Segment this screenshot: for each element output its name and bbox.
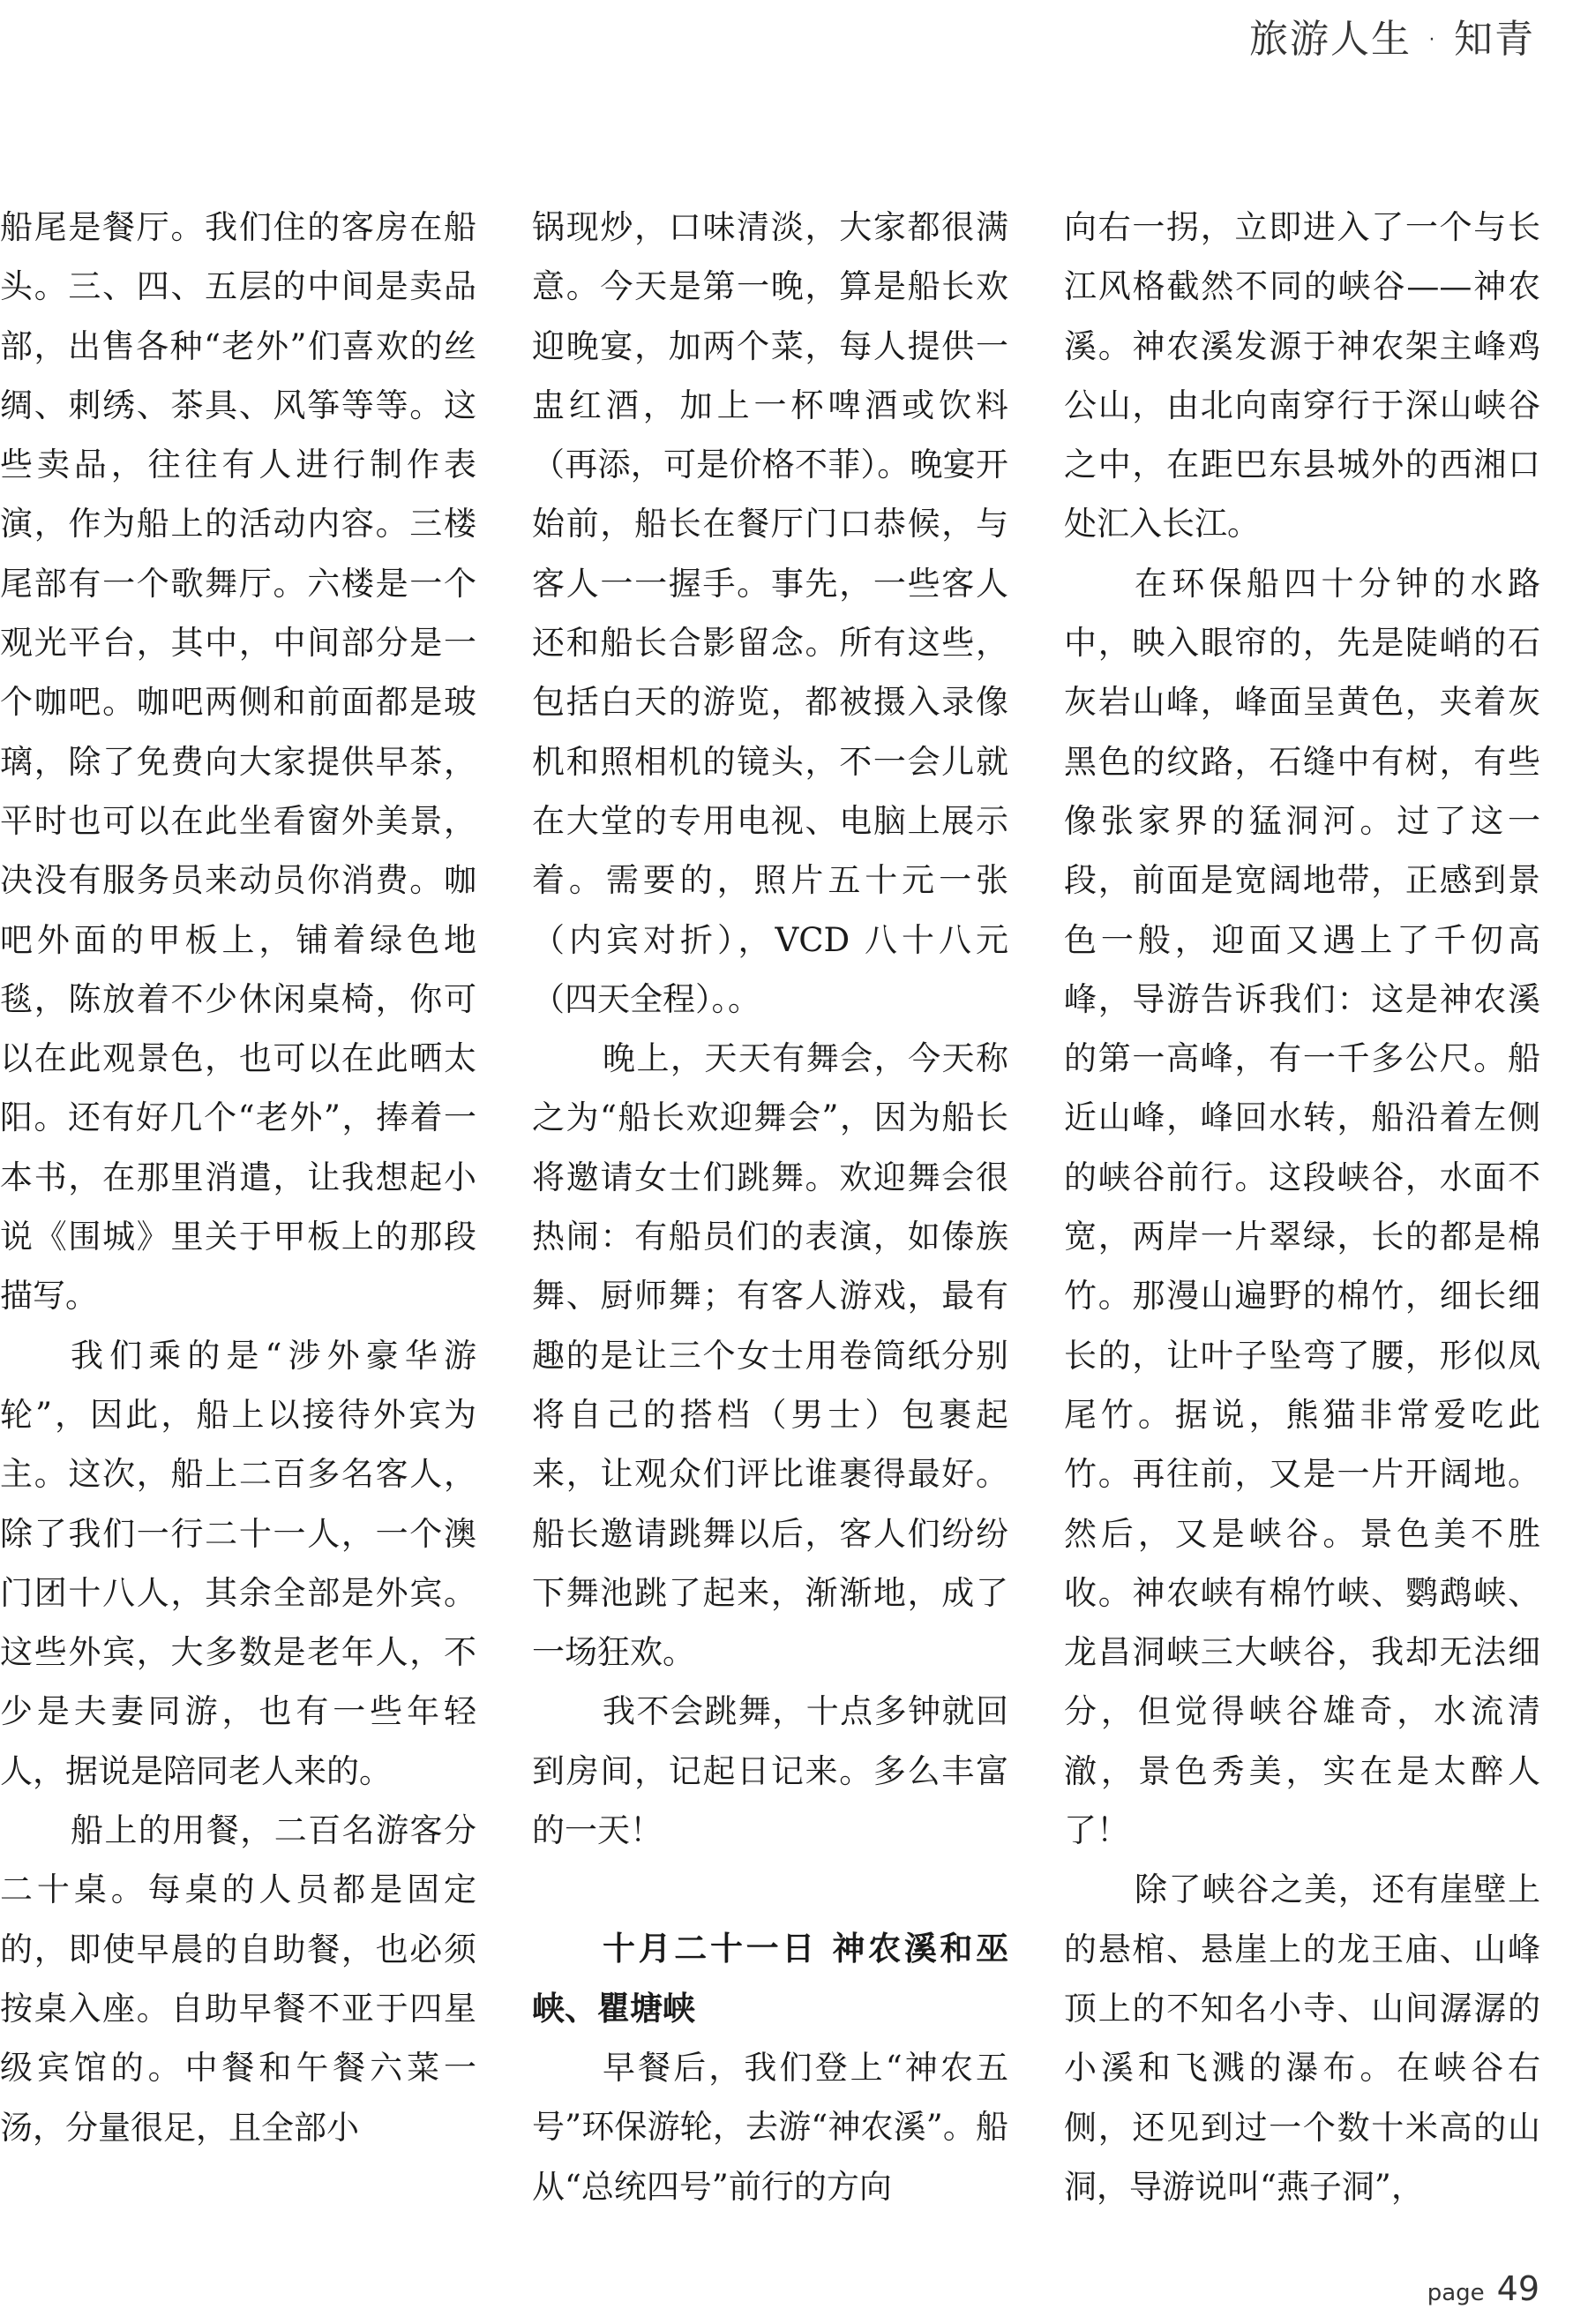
paragraph: 我不会跳舞，十点多钟就回到房间，记起日记来。多么丰富的一天！	[532, 1692, 1008, 1850]
page-label: page	[1427, 2280, 1485, 2306]
paragraph: 锅现炒，口味清淡，大家都很满意。今天是第一晚，算是船长欢迎晚宴，加两个菜，每人提供一盅红酒，加上一杯啤酒或饮料（再添，可是价格不菲）。晚宴开始前，船长在餐厅门口恭候，与客人一一握手。事先，一些客人还和船长合影留念。所有这些，包括白天的游览，都被摄入录像机和照相机的镜头，不一会儿就在大堂的专用电视、电脑上展示着。需要的，照片五十元一张（内宾对折），VCD 八十八元（四天全程）。。	[532, 208, 1008, 1018]
text-column-2	[532, 198, 1008, 2216]
section-title: 旅游人生 · 知青	[1249, 17, 1535, 62]
paragraph: 船尾是餐厅。我们住的客房在船头。三、四、五层的中间是卖品部，出售各种“老外”们喜欢的丝绸、刺绣、茶具、风筝等等。这些卖品，往往有人进行制作表演，作为船上的活动内容。三楼尾部有一个歌舞厅。六楼是一个观光平台，其中，中间部分是一个咖吧。咖吧两侧和前面都是玻璃，除了免费向大家提供早茶，平时也可以在此坐看窗外美景，决没有服务员来动员你消费。咖吧外面的甲板上，铺着绿色地毯，陈放着不少休闲桌椅，你可以在此观景色，也可以在此晒太阳。还有好几个“老外”，捧着一本书，在那里消遣，让我想起小说《围城》里关于甲板上的那段描写。	[0, 208, 476, 1316]
paragraph-spacer	[532, 1860, 1008, 1919]
paragraph: 晚上，天天有舞会，今天称之为“船长欢迎舞会”，因为船长将邀请女士们跳舞。欢迎舞会很热闹：有船员们的表演，如傣族舞、厨师舞；有客人游戏，最有趣的是让三个女士用卷筒纸分别将自己的搭档（男士）包裹起来，让观众们评比谁裹得最好。船长邀请跳舞以后，客人们纷纷下舞池跳了起来，渐渐地，成了一场狂欢。	[532, 1039, 1008, 1672]
paragraph: 早餐后，我们登上“神农五号”环保游轮，去游“神农溪”。船从“总统四号”前行的方向	[532, 2048, 1008, 2206]
page-number: 49	[1496, 2269, 1539, 2308]
paragraph: 除了峡谷之美，还有崖壁上的悬棺、悬崖上的龙王庙、山峰顶上的不知名小寺、山间潺潺的小溪和飞溅的瀑布。在峡谷右侧，还见到过一个数十米高的山洞，导游说叫“燕子洞”，	[1064, 1870, 1540, 2206]
text-column-3	[1064, 198, 1540, 2216]
paragraph: 向右一拐，立即进入了一个与长江风格截然不同的峡谷——神农溪。神农溪发源于神农架主峰鸡公山，由北向南穿行于深山峡谷之中，在距巴东县城外的西湘口处汇入长江。	[1064, 208, 1540, 544]
page-footer	[1427, 2269, 1539, 2308]
paragraph: 我们乘的是“涉外豪华游轮”，因此，船上以接待外宾为主。这次，船上二百多名客人，除了我们一行二十一人，一个澳门团十八人，其余全部是外宾。这些外宾，大多数是老年人，不少是夫妻同游，也有一些年轻人，据说是陪同老人来的。	[0, 1336, 476, 1790]
section-heading: 十月二十一日 神农溪和巫峡、瞿塘峡	[532, 1930, 1008, 2028]
text-column-1	[0, 198, 476, 2157]
paragraph: 在环保船四十分钟的水路中，映入眼帘的，先是陡峭的石灰岩山峰，峰面呈黄色，夹着灰黑色的纹路，石缝中有树，有些像张家界的猛洞河。过了这一段，前面是宽阔地带，正感到景色一般，迎面又遇上了千仞高峰，导游告诉我们：这是神农溪的第一高峰，有一千多公尺。船近山峰，峰回水转，船沿着左侧的峡谷前行。这段峡谷，水面不宽，两岸一片翠绿，长的都是棉竹。那漫山遍野的棉竹，细长细长的，让叶子坠弯了腰，形似凤尾竹。据说，熊猫非常爱吃此竹。再往前，又是一片开阔地。然后，又是峡谷。景色美不胜收。神农峡有棉竹峡、鹦鹉峡、龙昌洞峡三大峡谷，我却无法细分，但觉得峡谷雄奇，水流清澈，景色秀美，实在是太醉人了！	[1064, 564, 1540, 1850]
paragraph: 船上的用餐，二百名游客分二十桌。每桌的人员都是固定的，即使早晨的自助餐，也必须按桌入座。自助早餐不亚于四星级宾馆的。中餐和午餐六菜一汤，分量很足，且全部小	[0, 1811, 476, 2147]
